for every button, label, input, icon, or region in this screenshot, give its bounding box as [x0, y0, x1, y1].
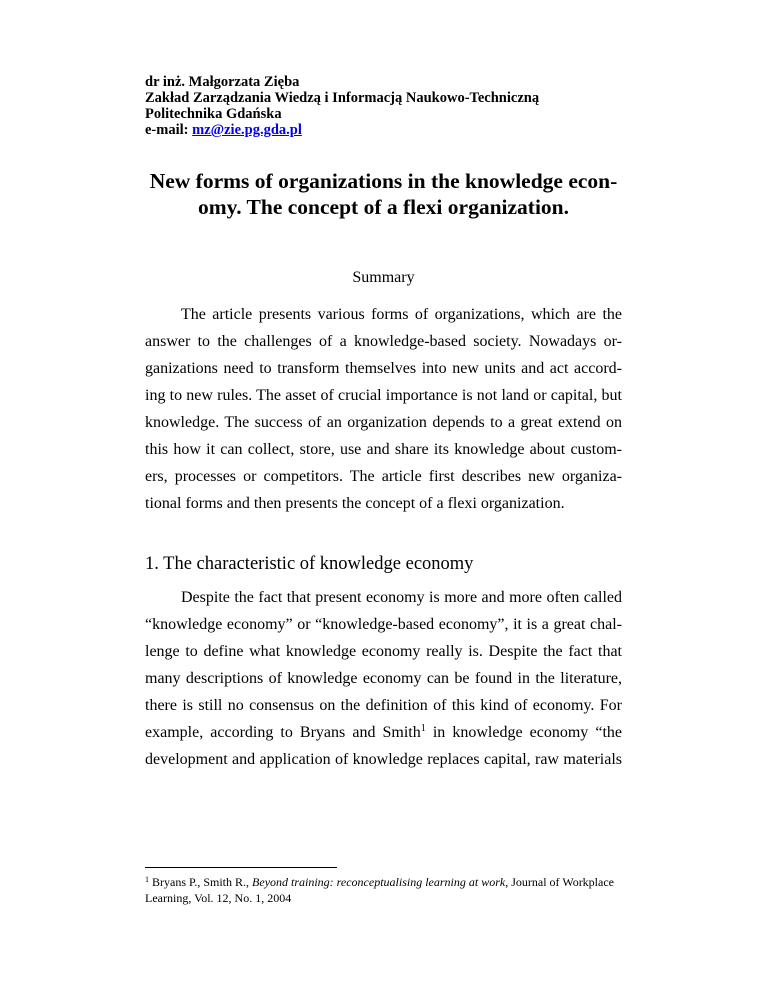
- section-line: lenge to define what knowledge economy really is. Despite the fact that: [145, 643, 622, 660]
- summary-paragraph: [145, 301, 622, 517]
- section-line: many descriptions of knowledge economy can be found in the literature,: [145, 670, 622, 687]
- footnote-line: [145, 874, 622, 890]
- title-line: omy. The concept of a flexi organization.: [197, 195, 570, 219]
- section-line: Despite the fact that present economy is more and more often called: [181, 589, 622, 606]
- section-line-with-footnote-ref: [145, 719, 622, 746]
- section-text: example, according to Bryans and Smith: [145, 724, 421, 741]
- author-university: Politechnika Gdańska: [145, 106, 282, 122]
- author-department: Zakład Zarządzania Wiedzą i Informacją Naukowo-Techniczną: [145, 90, 540, 106]
- section-line: “knowledge economy” or “knowledge-based economy”, it is a great chal-: [145, 616, 622, 633]
- footnote-line: Learning, Vol. 12, No. 1, 2004: [145, 891, 292, 905]
- footnote-marker: 1: [145, 875, 149, 884]
- summary-line: ing to new rules. The asset of crucial importance is not land or capital, but: [145, 387, 622, 404]
- footnote-divider: [145, 867, 337, 868]
- footnote-book-title: Beyond training: reconceptualising learning at work: [252, 875, 506, 889]
- section-line: development and application of knowledge replaces capital, raw materials: [145, 751, 622, 768]
- title-line: New forms of organizations in the knowledge econ-: [149, 169, 618, 193]
- summary-line: knowledge. The success of an organization depends to a great extend on: [145, 414, 622, 431]
- footnote: [145, 874, 622, 906]
- footnote-reference[interactable]: 1: [420, 723, 426, 734]
- section-paragraph: [145, 584, 622, 773]
- email-label: e-mail:: [145, 122, 193, 138]
- summary-heading: Summary: [352, 269, 415, 286]
- section-heading: 1. The characteristic of knowledge economy: [145, 554, 474, 574]
- section-line: there is still no consensus on the definition of this kind of economy. For: [145, 697, 622, 714]
- summary-line: this how it can collect, store, use and share its knowledge about custom-: [145, 441, 622, 458]
- summary-line: ers, processes or competitors. The article first describes new organiza-: [145, 468, 622, 485]
- footnote-authors: Bryans P., Smith R.,: [149, 875, 253, 889]
- summary-line: tional forms and then presents the concept of a flexi organization.: [145, 495, 565, 512]
- email-link[interactable]: mz@zie.pg.gda.pl: [192, 122, 302, 138]
- summary-line: The article presents various forms of organizations, which are the: [181, 306, 622, 323]
- section-text: in knowledge economy “the: [425, 724, 622, 741]
- author-block: [145, 74, 539, 138]
- summary-line: answer to the challenges of a knowledge-based society. Nowadays or-: [145, 333, 622, 350]
- summary-line: ganizations need to transform themselves into new units and act accord-: [145, 360, 622, 377]
- footnote-source: , Journal of Workplace: [505, 875, 614, 889]
- article-title: [145, 168, 622, 220]
- author-email-line: [145, 122, 539, 138]
- author-name: dr inż. Małgorzata Zięba: [145, 74, 300, 90]
